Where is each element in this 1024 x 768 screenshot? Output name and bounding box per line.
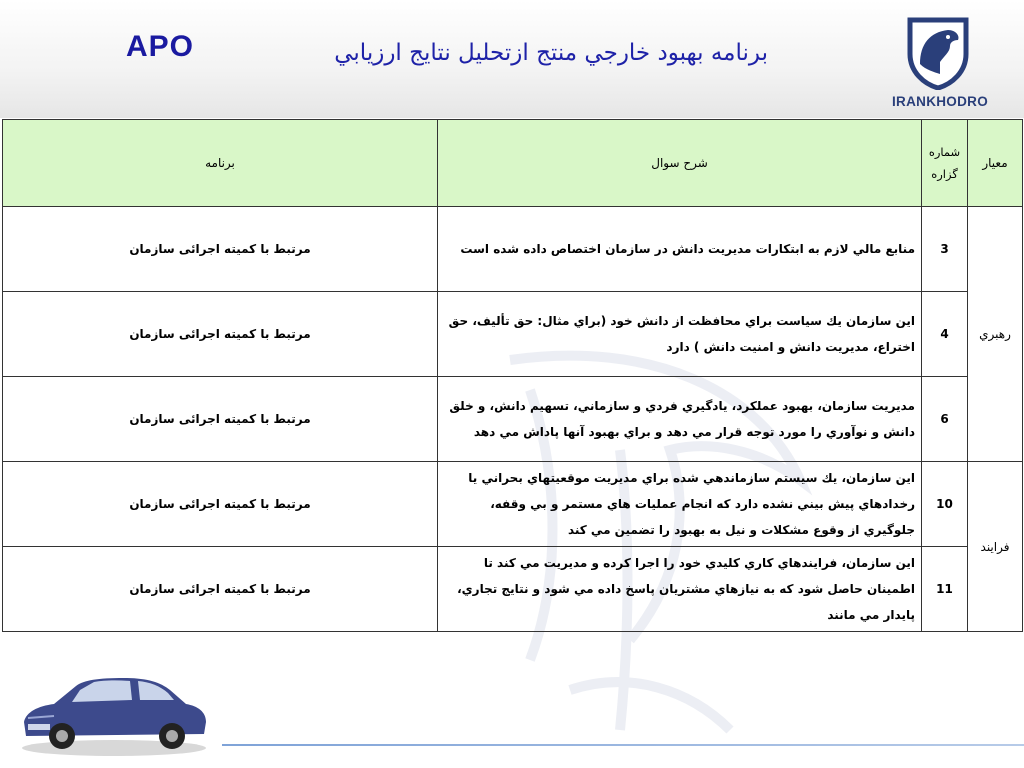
column-header-criterion: معيار <box>968 120 1023 207</box>
description-cell: اين سازمان يك سياست براي محافظت از دانش خود (براي مثال: حق تأليف، حق اختراع، مديريت دانش و امنيت دانش ) دارد <box>438 292 922 377</box>
slide-header <box>0 0 1024 118</box>
evaluation-table <box>2 119 1023 632</box>
footer-divider <box>222 744 1024 746</box>
slide-title: برنامه بهبود خارجي منتج ازتحليل نتايج ارزيابي <box>334 40 768 66</box>
table-row <box>3 547 1023 632</box>
column-header-statement-number: شماره گزاره <box>922 120 968 207</box>
horse-head-emblem-icon <box>904 14 972 90</box>
table-header-row <box>3 120 1023 207</box>
program-cell: مرتبط با کمیته اجرائی سازمان <box>3 547 438 632</box>
statement-number-cell: 11 <box>922 547 968 632</box>
column-header-program: برنامه <box>3 120 438 207</box>
table-row <box>3 207 1023 292</box>
program-cell: مرتبط با کمیته اجرائی سازمان <box>3 292 438 377</box>
table-row <box>3 462 1023 547</box>
statement-number-cell: 6 <box>922 377 968 462</box>
description-cell: منابع مالي لازم به ابتکارات مديريت دانش در سازمان اختصاص داده شده است <box>438 207 922 292</box>
sedan-car-image <box>14 660 214 760</box>
program-cell: مرتبط با کمیته اجرائی سازمان <box>3 377 438 462</box>
table-row <box>3 292 1023 377</box>
statement-number-cell: 10 <box>922 462 968 547</box>
criterion-cell: رهبري <box>968 207 1023 462</box>
program-cell: مرتبط با کمیته اجرائی سازمان <box>3 462 438 547</box>
program-cell: مرتبط با کمیته اجرائی سازمان <box>3 207 438 292</box>
irankhodro-logo <box>880 14 1000 114</box>
statement-number-cell: 4 <box>922 292 968 377</box>
table-row <box>3 377 1023 462</box>
apo-label: APO <box>126 30 195 63</box>
description-cell: اين سازمان، فرايندهاي كاري كليدي خود را اجرا كرده و مديريت مي كند تا اطمينان حاصل شود كه به نيازهاي مشتريان پاسخ داده مي شود و نتايج تجاري، پايدار مي مانند <box>438 547 922 632</box>
description-cell: اين سازمان، يك سيستم سازماندهي شده براي مديريت موقعيتهاي بحراني يا رخدادهاي پيش بيني نشده دارد كه انجام عمليات هاي مستمر و بي وقفه، جلوگيري از وقوع مشكلات و نيل به بهبود را تضمين مي كند <box>438 462 922 547</box>
logo-wordmark: IRANKHODRO <box>892 94 988 109</box>
criterion-cell: فرايند <box>968 462 1023 632</box>
statement-number-cell: 3 <box>922 207 968 292</box>
column-header-description: شرح سوال <box>438 120 922 207</box>
description-cell: مديريت سازمان، بهبود عملكرد، يادگيري فردي و سازماني، تسهيم دانش، و خلق دانش و نوآوري را مورد توجه قرار مي دهد و براي بهبود آنها پاداش مي دهد <box>438 377 922 462</box>
